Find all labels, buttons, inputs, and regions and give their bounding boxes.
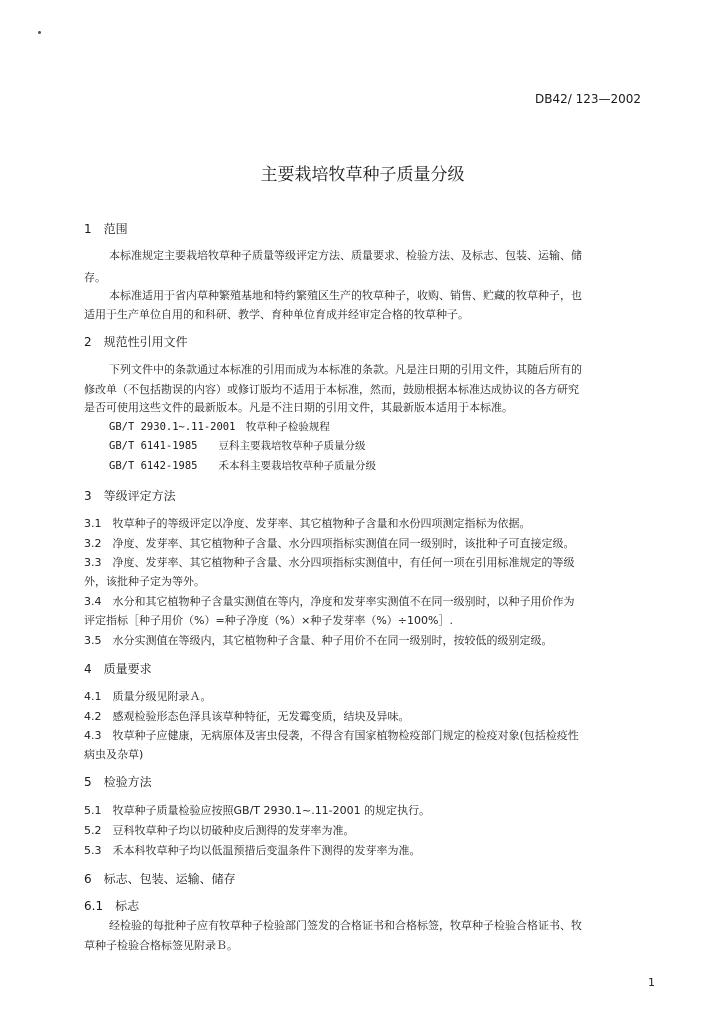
- section-heading: 4 质量要求: [84, 662, 152, 676]
- body-line: 5.1 牧草种子质量检验应按照GB/T 2930.1~.11-2001 的规定执行。: [84, 804, 431, 817]
- section-heading: 3 等级评定方法: [84, 489, 176, 503]
- body-line: 4.1 质量分级见附录Ａ。: [84, 690, 212, 703]
- scan-speck: [38, 31, 41, 34]
- body-line: 5.3 禾本科牧草种子均以低温预措后变温条件下测得的发芽率为准。: [84, 844, 421, 857]
- section-heading: 6.1 标志: [84, 899, 140, 913]
- body-line: GB/T 6142-1985 禾本科主要栽培牧草种子质量分级: [109, 460, 377, 472]
- body-line: 适用于生产单位自用的和科研、教学、育种单位育成并经审定合格的牧草种子。: [84, 308, 469, 321]
- section-heading: 1 范围: [84, 222, 128, 236]
- body-line: 草种子检验合格标签见附录Ｂ。: [84, 939, 238, 952]
- body-line: 5.2 豆科牧草种子均以切破种皮后测得的发芽率为准。: [84, 824, 355, 837]
- document-title: 主要栽培牧草种子质量分级: [260, 165, 465, 185]
- body-line: 3.4 水分和其它植物种子含量实测值在等内，净度和发芽率实测值不在同一级别时，以种子用价作为: [84, 595, 575, 608]
- body-line: 3.3 净度、发芽率、其它植物种子含量、水分四项指标实测值中，有任何一项在引用标准规定的等级: [84, 556, 575, 569]
- body-line: 3.5 水分实测值在等级内，其它植物种子含量、种子用价不在同一级别时，按较低的级别定级。: [84, 634, 553, 647]
- body-line: 4.2 感观检验形态色泽具该草种特征，无发霉变质，结块及异味。: [84, 710, 410, 723]
- body-line: 是否可使用这些文件的最新版本。凡是不注日期的引用文件，其最新版本适用于本标准。: [84, 401, 513, 414]
- body-line: GB/T 6141-1985 豆科主要栽培牧草种子质量分级: [109, 440, 366, 452]
- body-line: 修改单（不包括勘误的内容）或修订版均不适用于本标准，然而，鼓励根据本标准达成协议的各方研究: [84, 383, 579, 396]
- body-line: 本标准规定主要栽培牧草种子质量等级评定方法、质量要求、检验方法、及标志、包装、运输、储: [109, 249, 582, 262]
- body-line: 存。: [84, 271, 106, 284]
- section-heading: 5 检验方法: [84, 775, 152, 789]
- page-number: 1: [648, 976, 655, 989]
- document-number: DB42/ 123—2002: [535, 92, 642, 106]
- body-line: 3.1 牧草种子的等级评定以净度、发芽率、其它植物种子含量和水份四项测定指标为依据。: [84, 517, 531, 530]
- section-heading: 6 标志、包装、运输、储存: [84, 872, 236, 886]
- body-line: GB/T 2930.1~.11-2001 牧草种子检验规程: [109, 421, 330, 433]
- body-line: 3.2 净度、发芽率、其它植物种子含量、水分四项指标实测值在同一级别时，该批种子可直接定级。: [84, 537, 575, 550]
- body-line: 评定指标［种子用价（%）=种子净度（%）×种子发芽率（%）÷100%］.: [84, 614, 453, 627]
- body-line: 4.3 牧草种子应健康，无病原体及害虫侵袭，不得含有国家植物检疫部门规定的检疫对象(包括检疫性: [84, 729, 579, 742]
- section-heading: 2 规范性引用文件: [84, 335, 188, 349]
- body-line: 病虫及杂草): [84, 748, 144, 761]
- body-line: 经检验的每批种子应有牧草种子检验部门签发的合格证书和合格标签，牧草种子检验合格证书、牧: [109, 919, 582, 932]
- body-line: 本标准适用于省内草种繁殖基地和特约繁殖区生产的牧草种子，收购、销售、贮藏的牧草种子，也: [109, 289, 582, 302]
- body-line: 外，该批种子定为等外。: [84, 575, 205, 588]
- body-line: 下列文件中的条款通过本标准的引用而成为本标准的条款。凡是注日期的引用文件，其随后所有的: [109, 363, 582, 376]
